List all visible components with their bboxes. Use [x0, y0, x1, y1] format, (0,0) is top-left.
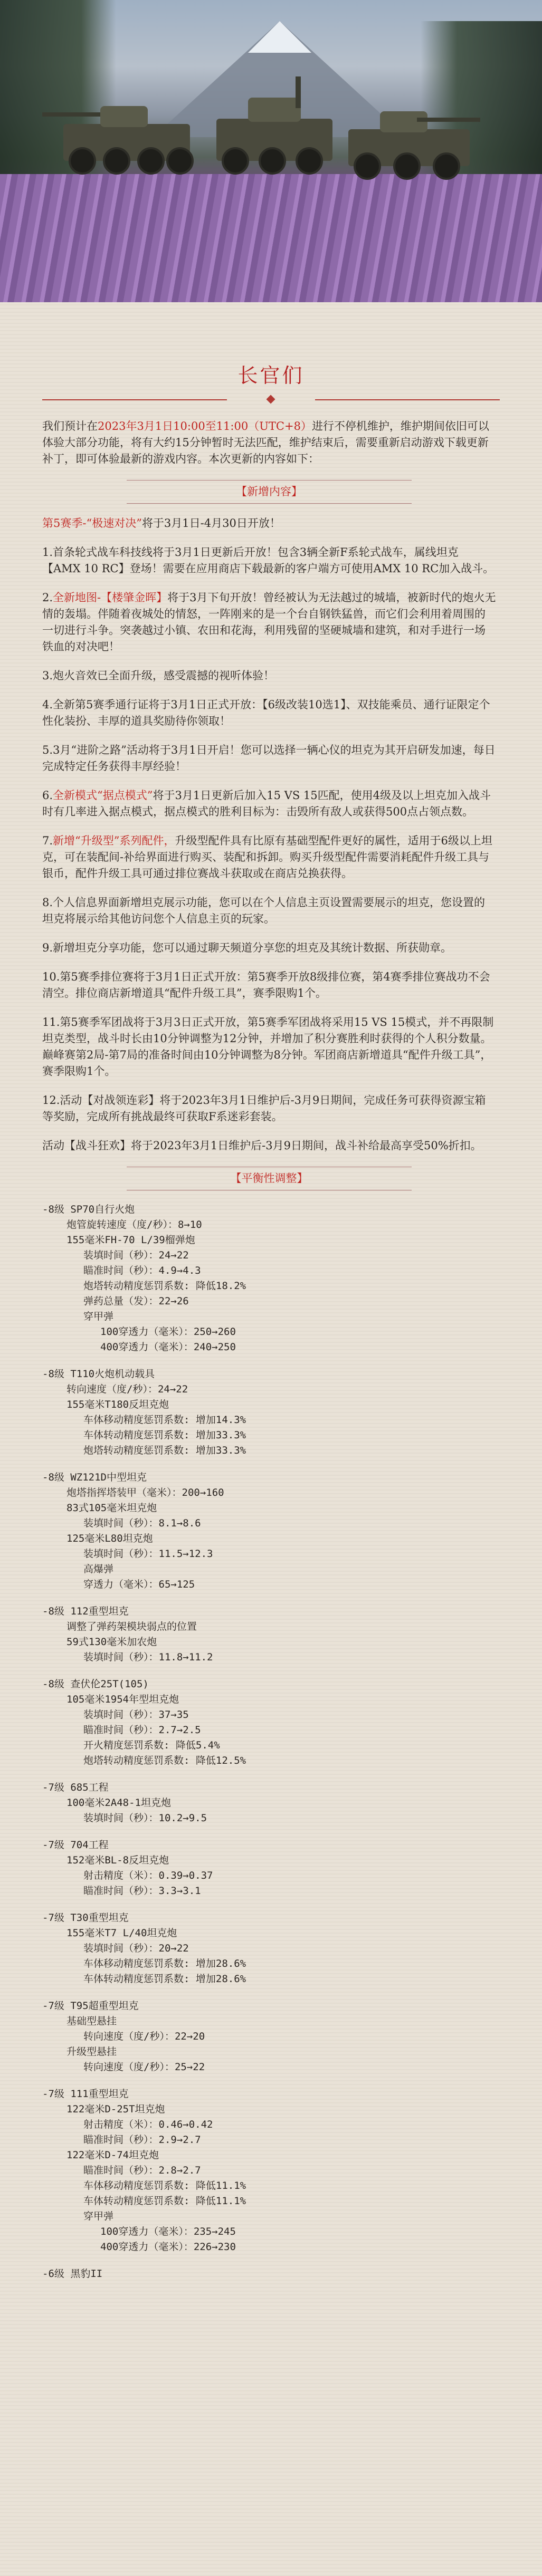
balance-change-line: 车体移动精度惩罚系数: 降低11.1%: [83, 2180, 246, 2191]
balance-change-line: 155毫米T7 L/40坦克炮: [66, 1927, 177, 1939]
balance-change-line: 122毫米D-25T坦克炮: [66, 2103, 165, 2115]
balance-change-line: 射击精度（米）：0.39→0.37: [83, 1870, 213, 1881]
balance-change-line: 瞄准时间（秒）：4.9→4.3: [83, 1265, 201, 1276]
balance-vehicle: [42, 1998, 496, 2075]
balance-vehicle-name: -8级 112重型坦克: [42, 1606, 129, 1617]
section-heading-new-content: 【新增内容】: [42, 480, 496, 504]
balance-change-line: 瞄准时间（秒）：2.7→2.5: [83, 1724, 201, 1736]
balance-vehicle: [42, 1780, 496, 1826]
balance-change-line: 400穿透力（毫米）：240→250: [100, 1341, 236, 1353]
update-item: 8.个人信息界面新增坦克展示功能，您可以在个人信息主页设置需要展示的坦克，您设置的坦克将展示给其他访问您个人信息主页的玩家。: [42, 896, 486, 925]
balance-vehicle: [42, 1367, 496, 1458]
balance-vehicle-name: -7级 T95超重型坦克: [42, 2000, 139, 2012]
balance-change-line: 152毫米BL-8反坦克炮: [66, 1854, 169, 1866]
balance-change-line: 弹药总量（发）：22→26: [83, 1295, 189, 1307]
balance-change-line: 穿透力（毫米）：65→125: [83, 1579, 195, 1590]
intro-paragraph: 我们预计在2023年3月1日10:00至11:00（UTC+8）进行不停机维护，维护期间依旧可以体验大部分功能，将有大约15分钟暂时无法匹配，维护结束后，需要重新启动游戏下载更新补丁，即可体验最新的游戏内容。本次更新的内容如下：: [42, 420, 489, 465]
balance-vehicle: [42, 1202, 496, 1355]
balance-change-line: 车体转动精度惩罚系数: 降低11.1%: [83, 2195, 246, 2207]
balance-change-line: 炮塔转动精度惩罚系数: 降低12.5%: [83, 1755, 246, 1766]
balance-change-line: 射击精度（米）：0.46→0.42: [83, 2119, 213, 2130]
balance-vehicle: [42, 1838, 496, 1899]
balance-change-line: 炮塔指挥塔装甲（毫米）：200→160: [66, 1487, 224, 1498]
balance-change-line: 瞄准时间（秒）：3.3→3.1: [83, 1885, 201, 1897]
hero-banner-image: [0, 0, 542, 302]
update-item: 2.全新地图-【楼肇金晖】将于3月下旬开放！曾经被认为无法越过的城墙，被新时代的炮火无情的轰塌。伴随着夜城处的情怒，一阵刚来的是一个台自钢铁猛兽，而它们会利用着周围的一切进行斗争。突袭越过小镇、农田和花海，利用残留的坚硬城墙和建筑，和对手进行一场铁血的对决吧！: [42, 591, 496, 653]
balance-change-line: 炮塔转动精度惩罚系数: 降低18.2%: [83, 1280, 246, 1292]
balance-vehicle: [42, 1677, 496, 1768]
tank-right: [348, 129, 470, 166]
balance-change-line: 83式105毫米坦克炮: [66, 1502, 157, 1514]
balance-vehicle: [42, 1604, 496, 1665]
balance-change-line: 车体移动精度惩罚系数: 增加28.6%: [83, 1958, 246, 1969]
balance-vehicle-name: -7级 T30重型坦克: [42, 1912, 129, 1924]
update-item: 11.第5赛季军团战将于3月3日正式开放，第5赛季军团战将采用15 VS 15模式，并不再限制坦克类型，战斗时长由10分钟调整为12分钟，并增加了积分赛胜利时获得的个人积分数量。巅峰赛第2局-第7局的准备时间由10分钟调整为8分钟。军团商店新增道具“配件升级工具”，赛季限购1个。: [42, 1016, 494, 1078]
balance-change-line: 瞄准时间（秒）：2.8→2.7: [83, 2165, 201, 2176]
update-item-highlight: 全新模式“据点模式”: [53, 789, 153, 802]
balance-change-line: 穿甲弹: [83, 1311, 114, 1322]
balance-vehicle-name: -6级 黑豹II: [42, 2268, 103, 2280]
tank-left: [63, 124, 190, 161]
balance-change-line: 高爆弹: [83, 1563, 114, 1575]
balance-change-line: 装填时间（秒）：11.5→12.3: [83, 1548, 213, 1560]
update-item: 5.3月“进阶之路”活动将于3月1日开启！您可以选择一辆心仪的坦克为其开启研发加速，每日完成特定任务获得丰厚经验！: [42, 744, 496, 773]
balance-change-line: 装填时间（秒）：37→35: [83, 1709, 189, 1720]
update-item-highlight: 新增“升级型”系列配件，: [53, 834, 175, 847]
update-item: 12.活动【对战领连彩】将于2023年3月1日维护后-3月9日期间，完成任务可获得资源宝箱等奖励，完成所有挑战最终可获取F系迷彩套装。: [42, 1094, 486, 1123]
update-items: [42, 544, 496, 1125]
balance-change-line: 装填时间（秒）：24→22: [83, 1249, 189, 1261]
tank-center: [216, 119, 332, 161]
balance-change-line: 转向速度（度/秒）：24→22: [66, 1383, 188, 1395]
balance-vehicle-name: -8级 WZ121D中型坦克: [42, 1472, 147, 1483]
balance-vehicle: [42, 2087, 496, 2255]
divider-right: [315, 399, 500, 400]
balance-change-line: 车体转动精度惩罚系数: 增加33.3%: [83, 1429, 246, 1441]
balance-vehicle-name: -8级 查伏伦25T(105): [42, 1678, 149, 1690]
divider-left: [42, 399, 227, 400]
event-line: 活动【战斗狂欢】将于2023年3月1日维护后-3月9日期间，战斗补给最高享受50%折扣。: [42, 1139, 482, 1152]
balance-vehicle-name: -7级 685工程: [42, 1782, 109, 1793]
balance-change-line: 装填时间（秒）：8.1→8.6: [83, 1517, 201, 1529]
balance-change-line: 155毫米FH-70 L/39榴弹炮: [66, 1234, 195, 1246]
balance-vehicle-name: -8级 T110火炮机动载具: [42, 1368, 155, 1380]
balance-change-line: 炮塔转动精度惩罚系数: 增加33.3%: [83, 1445, 246, 1456]
mountain-snow: [248, 21, 311, 53]
update-item: 7.新增“升级型”系列配件，升级型配件具有比原有基础型配件更好的属性，适用于6级以上坦克，可在装配间-补给界面进行购买、装配和拆卸。购买升级型配件需要消耗配件升级工具与银币，配件升级工具可通过排位赛战斗获取或在商店兑换获得。: [42, 834, 492, 880]
season-line: 第5赛季-“极速对决”将于3月1日-4月30日开放！: [42, 517, 281, 530]
balance-vehicle-name: -8级 SP70自行火炮: [42, 1204, 135, 1215]
balance-change-line: 瞄准时间（秒）：2.9→2.7: [83, 2134, 201, 2146]
balance-change-line: 转向速度（度/秒）：25→22: [83, 2061, 205, 2073]
balance-change-line: 59式130毫米加农炮: [66, 1636, 157, 1648]
balance-change-line: 100穿透力（毫米）：250→260: [100, 1326, 236, 1338]
update-item: 6.全新模式“据点模式”将于3月1日更新后加入15 VS 15匹配，使用4级及以上坦克加入战斗时有几率进入据点模式，据点模式的胜利目标为：击毁所有敌人或获得500点占领点数。: [42, 789, 491, 818]
balance-change-line: 400穿透力（毫米）：226→230: [100, 2241, 236, 2253]
balance-change-line: 122毫米D-74坦克炮: [66, 2149, 159, 2161]
balance-change-line: 100毫米2A48-1坦克炮: [66, 1797, 171, 1809]
lavender-field: [0, 174, 542, 302]
balance-change-line: 炮管旋转速度（度/秒）：8→10: [66, 1219, 202, 1231]
balance-change-line: 装填时间（秒）：11.8→11.2: [83, 1651, 213, 1663]
balance-change-line: 开火精度惩罚系数: 降低5.4%: [83, 1739, 220, 1751]
update-item: 10.第5赛季排位赛将于3月1日正式开放：第5赛季开放8级排位赛，第4赛季排位赛战功不会清空。排位商店新增道具“配件升级工具”，赛季限购1个。: [42, 970, 490, 999]
intro-date-highlight: 2023年3月1日10:00至11:00（UTC+8）: [98, 420, 312, 432]
divider-ornament: [267, 395, 275, 404]
update-item: 3.炮火音效已全面升级，感受震撼的视听体验！: [42, 669, 275, 682]
page-title: 长官们: [237, 364, 305, 387]
balance-change-line: 105毫米1954年型坦克炮: [66, 1694, 179, 1705]
balance-vehicle-name: -7级 704工程: [42, 1839, 109, 1851]
balance-change-line: 升级型悬挂: [66, 2046, 117, 2058]
balance-change-line: 车体移动精度惩罚系数: 增加14.3%: [83, 1414, 246, 1426]
title-banner: [0, 302, 542, 426]
balance-change-line: 装填时间（秒）：10.2→9.5: [83, 1812, 207, 1824]
balance-change-line: 转向速度（度/秒）：22→20: [83, 2031, 205, 2042]
update-item: 1.首条轮式战车科技线将于3月1日更新后开放！包含3辆全新F系轮式战车，属线坦克【AMX 10 RC】登场！需要在应用商店下载最新的客户端方可使用AMX 10 RC加入战斗。: [42, 546, 495, 575]
balance-change-line: 基础型悬挂: [66, 2015, 117, 2027]
balance-vehicle: [42, 1910, 496, 1987]
balance-change-line: 车体转动精度惩罚系数: 增加28.6%: [83, 1973, 246, 1985]
balance-change-line: 调整了弹药架模块弱点的位置: [66, 1621, 197, 1632]
section-heading-balance: 【平衡性调整】: [42, 1167, 496, 1190]
balance-vehicle: [42, 2266, 496, 2282]
balance-list: [42, 1202, 496, 2282]
update-item: 4.全新第5赛季通行证将于3月1日正式开放：【6级改装10选1】、双技能乘员、通行证限定个性化装扮、丰厚的道具奖励待你领取！: [42, 698, 490, 727]
balance-change-line: 155毫米T180反坦克炮: [66, 1399, 169, 1410]
balance-vehicle: [42, 1470, 496, 1592]
balance-change-line: 装填时间（秒）：20→22: [83, 1943, 189, 1954]
update-item-highlight: 全新地图-【楼肇金晖】: [53, 591, 168, 604]
balance-change-line: 穿甲弹: [83, 2210, 114, 2222]
update-item: 9.新增坦克分享功能，您可以通过聊天频道分享您的坦克及其统计数据、所获勋章。: [42, 941, 452, 954]
trees-left: [0, 0, 116, 190]
announcement-body: [42, 418, 496, 2293]
balance-vehicle-name: -7级 111重型坦克: [42, 2088, 129, 2100]
announcement-content: [0, 302, 542, 2576]
balance-change-line: 100穿透力（毫米）：235→245: [100, 2226, 236, 2237]
balance-change-line: 125毫米L80坦克炮: [66, 1533, 153, 1544]
